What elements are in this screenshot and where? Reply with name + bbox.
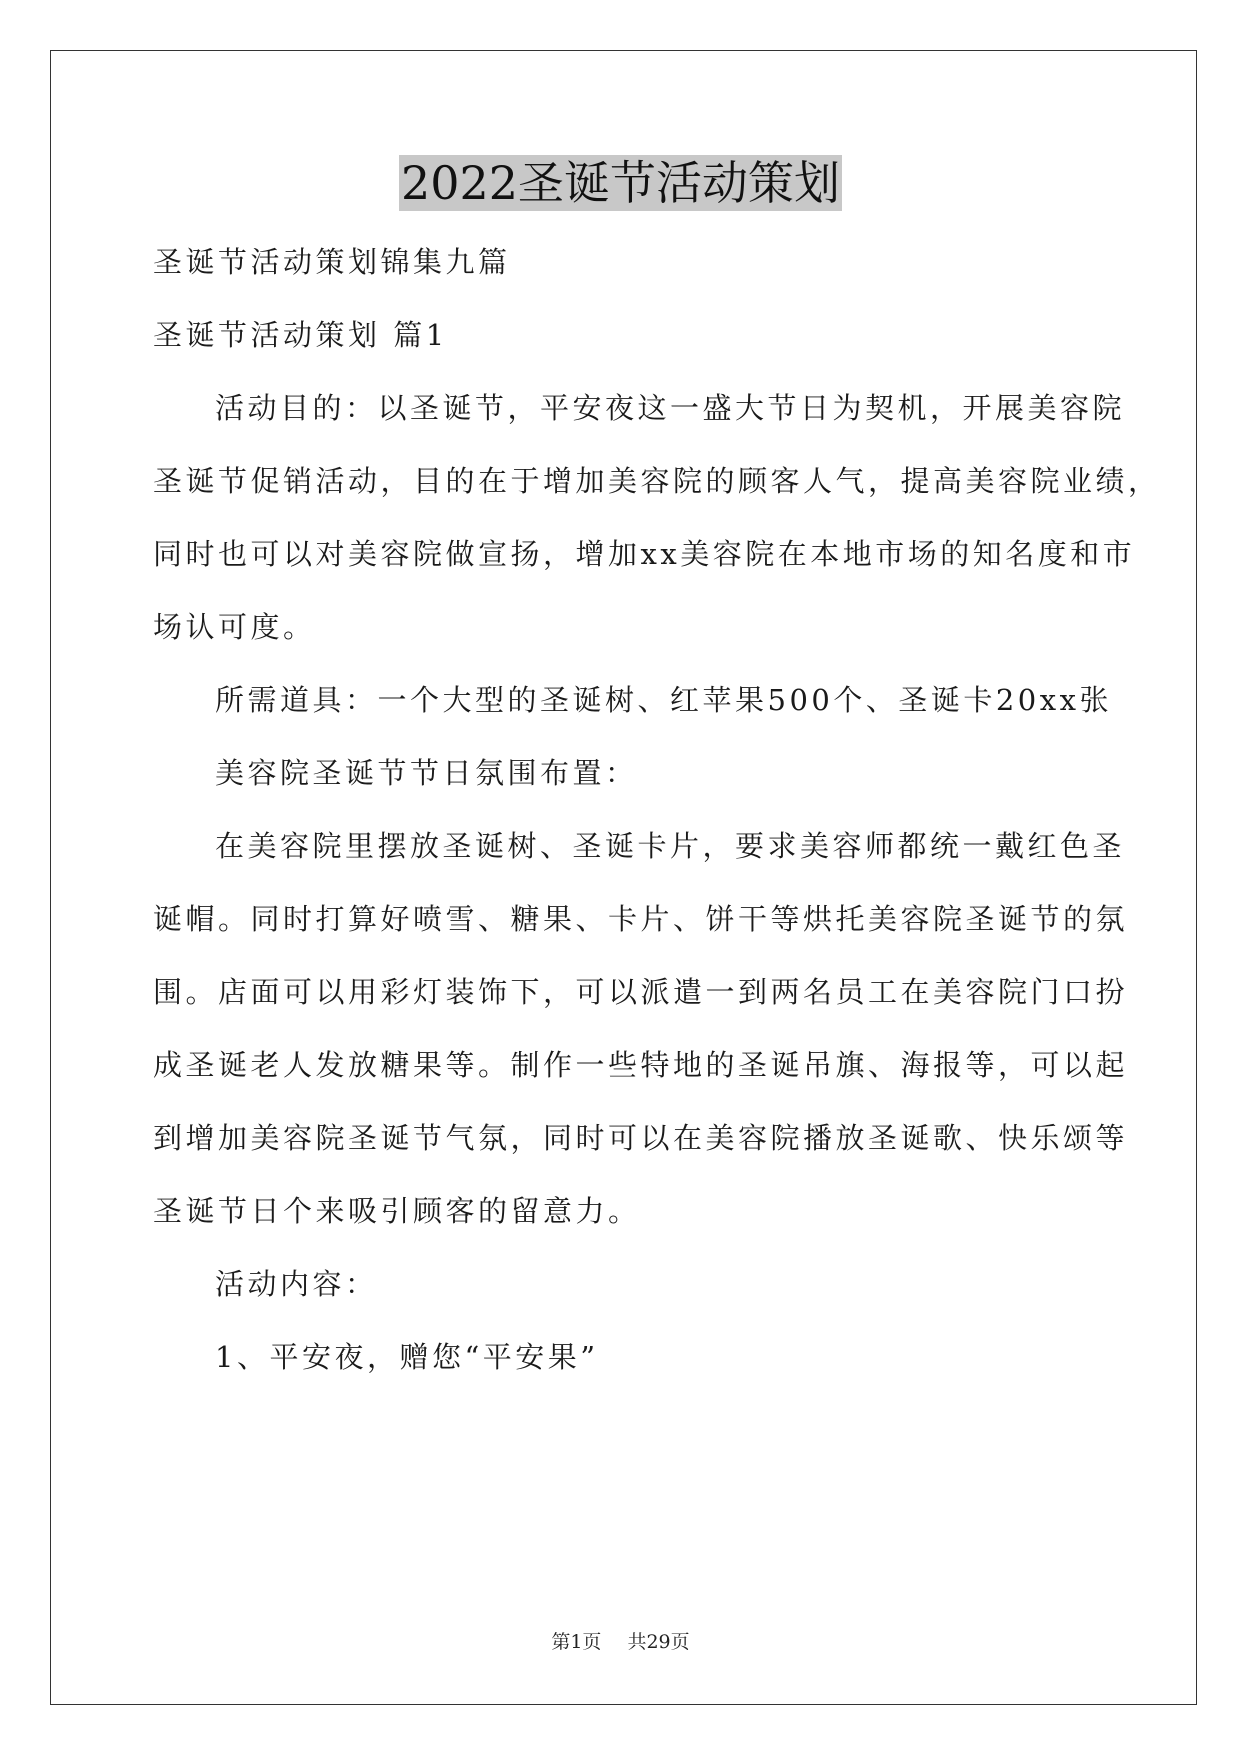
page-footer	[0, 1630, 1241, 1654]
paragraph-line: 场认可度。	[153, 610, 316, 644]
paragraph-line: 同时也可以对美容院做宣扬，增加xx美容院在本地市场的知名度和市	[153, 537, 1136, 571]
paragraph-line: 1、平安夜，赠您“平安果”	[215, 1340, 599, 1374]
paragraph-line: 诞帽。同时打算好喷雪、糖果、卡片、饼干等烘托美容院圣诞节的氛	[153, 902, 1129, 936]
page-total: 共29页	[627, 1631, 690, 1653]
paragraph-line: 圣诞节促销活动，目的在于增加美容院的顾客人气，提高美容院业绩，	[153, 464, 1161, 498]
paragraph-line: 围。店面可以用彩灯装饰下，可以派遣一到两名员工在美容院门口扮	[153, 975, 1129, 1009]
subtitle-line: 圣诞节活动策划锦集九篇	[153, 245, 511, 279]
paragraph-line: 圣诞节日个来吸引顾客的留意力。	[153, 1194, 641, 1228]
paragraph-line: 所需道具：一个大型的圣诞树、红苹果500个、圣诞卡20xx张	[215, 683, 1112, 717]
paragraph-line: 在美容院里摆放圣诞树、圣诞卡片，要求美容师都统一戴红色圣	[215, 829, 1126, 863]
section-heading: 圣诞节活动策划 篇1	[153, 318, 448, 352]
paragraph-line: 活动目的：以圣诞节，平安夜这一盛大节日为契机，开展美容院	[215, 391, 1126, 425]
page-number: 第1页	[551, 1631, 602, 1653]
paragraph-line: 成圣诞老人发放糖果等。制作一些特地的圣诞吊旗、海报等，可以起	[153, 1048, 1129, 1082]
title-wrap	[0, 155, 1241, 211]
paragraph-line: 美容院圣诞节节日氛围布置：	[215, 756, 638, 790]
paragraph-line: 到增加美容院圣诞节气氛，同时可以在美容院播放圣诞歌、快乐颂等	[153, 1121, 1129, 1155]
page-border	[50, 50, 1197, 1705]
paragraph-line: 活动内容：	[215, 1267, 378, 1301]
document-title: 2022圣诞节活动策划	[400, 156, 841, 210]
